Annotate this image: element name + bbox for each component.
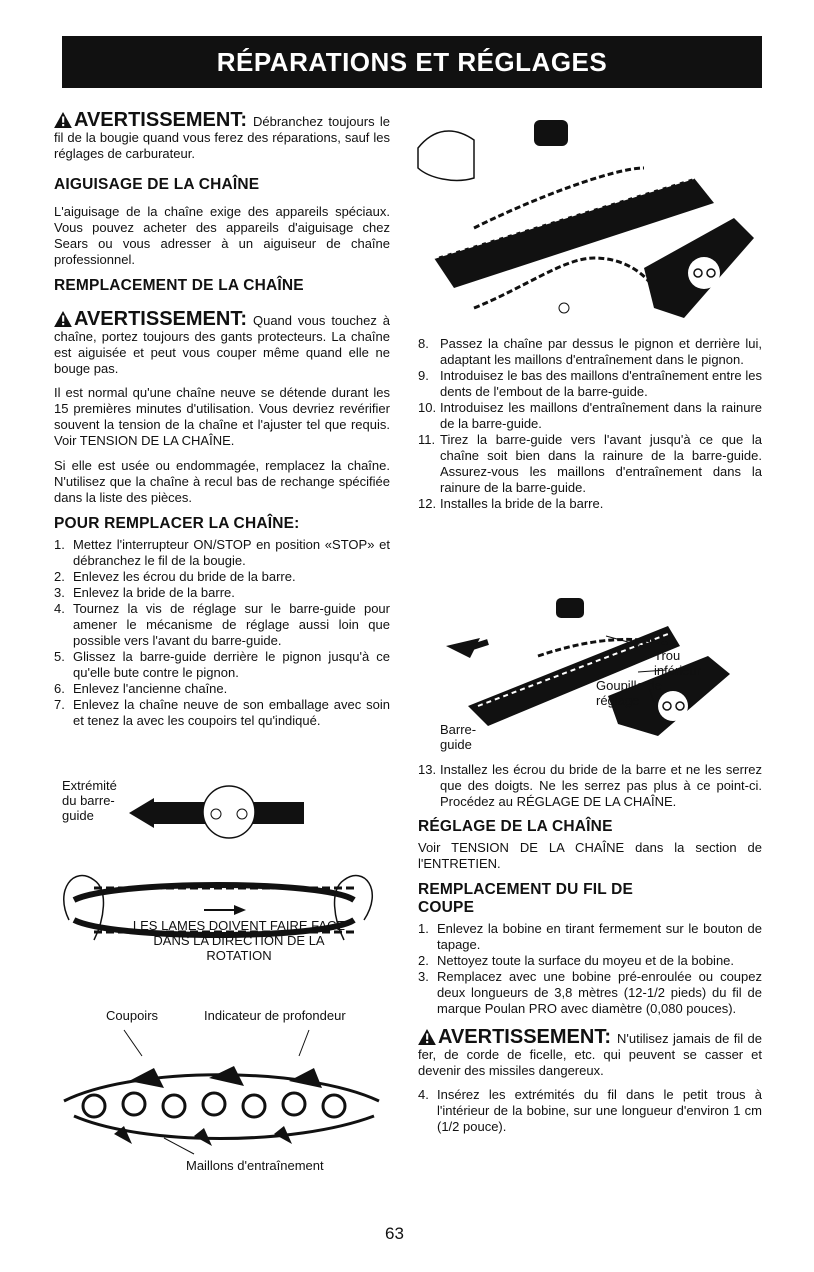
cutters-label: Coupoirs <box>106 1008 159 1023</box>
adjusting-pin-label: Goupille de réglage <box>596 678 662 708</box>
right-column <box>418 336 762 520</box>
list-item: 9. Introduisez le bas des maillons d'entraînement entre les dents de l'embout de la barre-guide. <box>418 368 762 399</box>
warning-icon <box>54 112 72 128</box>
bar-tip-label: Extrémité du barre-guide <box>62 778 117 823</box>
warning-block-2 <box>54 308 390 377</box>
warning-title: AVERTISSEMENT: <box>74 308 247 330</box>
figure-bar-chain <box>414 108 760 326</box>
steps-list-5 <box>418 1087 762 1135</box>
page-banner: RÉPARATIONS ET RÉGLAGES <box>62 36 762 88</box>
warning-text: Débranchez toujours le fil de la bougie quand vous ferez des réparations, sauf les réglages de carburateur. <box>54 114 390 161</box>
warning-icon <box>418 1029 436 1045</box>
list-item: 3. Remplacez avec une bobine pré-enroulée ou coupez deux longueurs de 3,8 mètres (12-1/2 pieds) du fil de marque Poulan PRO avec diamètre (0,080 pouces). <box>418 969 762 1016</box>
steps-list-1 <box>54 537 390 729</box>
figure-chain-hands <box>54 770 390 1000</box>
bar-chain-illustration <box>414 108 760 326</box>
paragraph-worn: Si elle est usée ou endommagée, remplacez la chaîne. N'utilisez que la chaîne à recul bas de rechange spécifiée dans la liste des pièces. <box>54 458 390 505</box>
warning-block-3 <box>418 1026 762 1079</box>
list-item: 3. Enlevez la bride de la barre. <box>54 585 235 600</box>
list-item: 4. Tournez la vis de réglage sur le barre-guide pour amener le mécanisme de réglage aussi loin que possible vers l'avant du barre-guide. <box>54 601 390 648</box>
heading-replace: REMPLACEMENT DE LA CHAÎNE <box>54 277 304 294</box>
warning-title: AVERTISSEMENT: <box>74 109 247 131</box>
steps-list-2 <box>418 336 762 512</box>
steps-list-3 <box>418 762 762 810</box>
list-item: 12. Installes la bride de la barre. <box>418 496 604 511</box>
list-item: 13. Installez les écrou du bride de la barre et ne les serrez que des doigts. Ne les serrez pas plus à ce point-ci. Procédez au RÉGLAGE DE LA CHAÎNE. <box>418 762 762 809</box>
warning-block-1 <box>54 109 390 162</box>
list-item: 11. Tirez la barre-guide vers l'avant jusqu'à ce que la chaîne soit bien dans la rainure de la barre-guide. Assurez-vous les maillons d'entraînement dans la rainure de la barre-guide. <box>418 432 762 495</box>
list-item: 5. Glissez la barre-guide derrière le pignon jusqu'à ce qu'elle bute contre le pignon. <box>54 649 390 680</box>
heading-sharpen: AIGUISAGE DE LA CHAÎNE <box>54 176 260 193</box>
chain-links-illustration <box>54 1026 390 1176</box>
right-column-2 <box>418 762 762 1143</box>
drive-links-label: Maillons d'entraînement <box>186 1158 324 1173</box>
list-item: 1. Enlevez la bobine en tirant fermement sur le bouton de tapage. <box>418 921 762 952</box>
list-item: 1. Mettez l'interrupteur ON/STOP en position «STOP» et débranchez le fil de la bougie. <box>54 537 390 568</box>
left-column <box>54 109 390 737</box>
list-item: 2. Nettoyez toute la surface du moyeu et de la bobine. <box>418 953 735 968</box>
paragraph-adjust: Voir TENSION DE LA CHAÎNE dans la section de l'ENTRETIEN. <box>418 840 762 871</box>
warning-title: AVERTISSEMENT: <box>438 1026 611 1048</box>
list-item: 4. Insérez les extrémités du fil dans le petit trous à l'intérieur de la bobine, sur une longueur d'environ 1 cm (1/2 pouce). <box>418 1087 762 1134</box>
paragraph-sharpen: L'aiguisage de la chaîne exige des appareils spéciaux. Vous pouvez acheter des appareils d'aiguisage chez Sears ou vous adresser à un aiguiseur de chaîne professionnel. <box>54 204 390 267</box>
depth-gauge-label: Indicateur de profondeur <box>204 1008 346 1023</box>
heading-adjust: RÉGLAGE DE LA CHAÎNE <box>418 818 613 835</box>
lower-hole-label: Trou inférieur <box>654 648 701 678</box>
heading-to-replace: POUR REMPLACER LA CHAÎNE: <box>54 515 300 532</box>
warning-text: N'utilisez jamais de fil de fer, de corde de ficelle, etc. qui peuvent se casser et devenir des missiles dangereux. <box>418 1031 762 1078</box>
figure-adjusting-pin <box>418 596 762 756</box>
list-item: 7. Enlevez la chaîne neuve de son emballage avec soin et tenez la avec les coupoirs tel qu'indiqué. <box>54 697 390 728</box>
blades-direction-caption: LES LAMES DOIVENT FAIRE FACE DANS LA DIRECTION DE LA ROTATION <box>132 918 346 963</box>
list-item: 2. Enlevez les écrou du bride de la barre. <box>54 569 296 584</box>
list-item: 8. Passez la chaîne par dessus le pignon et derrière lui, adaptant les maillons d'entraînement dans le pignon. <box>418 336 762 367</box>
heading-line: REMPLACEMENT DU FIL DE COUPE <box>418 881 634 916</box>
list-item: 6. Enlevez l'ancienne chaîne. <box>54 681 228 696</box>
figure-chain-links <box>54 1008 390 1188</box>
warning-text: Quand vous touchez à chaîne, portez toujours des gants protecteurs. La chaîne est aiguisée et peut vous couper même quand elle ne bouge pas. <box>54 313 390 376</box>
steps-list-4 <box>418 921 762 1017</box>
guide-bar-label: Barre-guide <box>440 722 477 752</box>
list-item: 10. Introduisez les maillons d'entraînement dans la rainure de la barre-guide. <box>418 400 762 431</box>
paragraph-normal: Il est normal qu'une chaîne neuve se détende durant les 15 premières minutes d'utilisation. Vous devriez revérifier souvent la tension de la chaîne et l'ajuster tel que requis. Voir TENSION DE LA CHAÎNE. <box>54 385 390 448</box>
page-number: 63 <box>385 1224 404 1243</box>
warning-icon <box>54 311 72 327</box>
